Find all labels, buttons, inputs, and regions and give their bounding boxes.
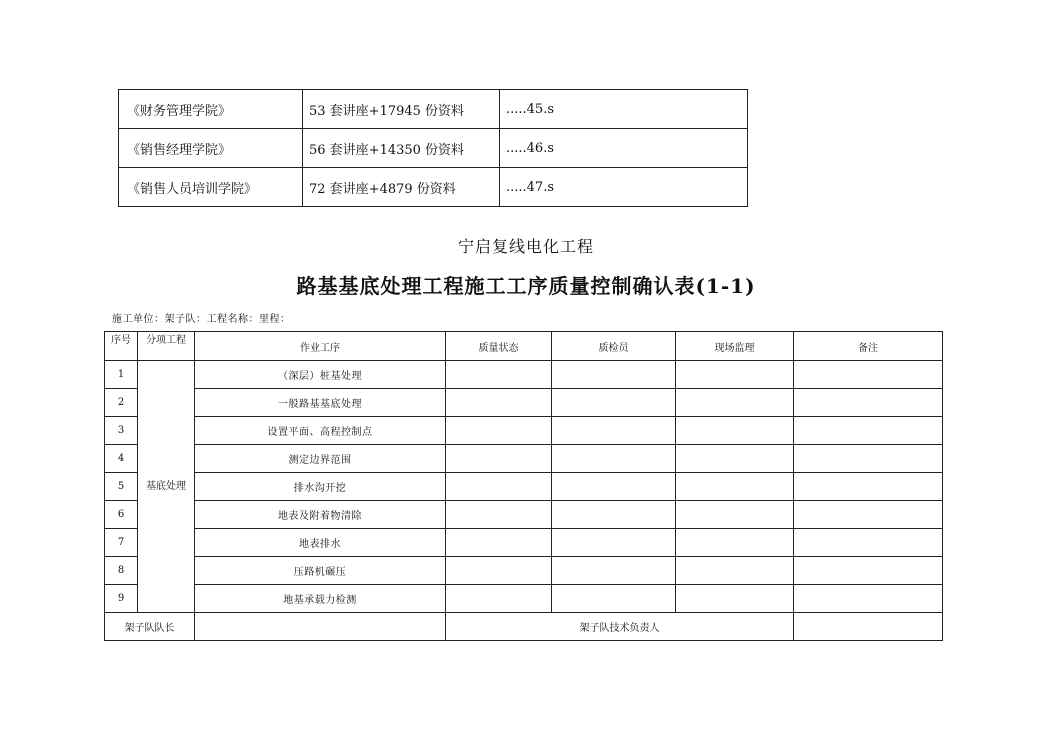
row-process: 设置平面、高程控制点: [195, 417, 446, 445]
cell-inspector[interactable]: [552, 501, 676, 529]
cell-remark[interactable]: [794, 361, 943, 389]
row-process: 地表及附着物清除: [195, 501, 446, 529]
header-supervisor: 现场监理: [676, 332, 794, 361]
cell-inspector[interactable]: [552, 417, 676, 445]
row-process: （深层）桩基处理: [195, 361, 446, 389]
row-seq: 2: [105, 389, 138, 417]
row-seq: 9: [105, 585, 138, 613]
form-title: 路基基底处理工程施工工序质量控制确认表(1-1): [296, 274, 756, 298]
cell-quality[interactable]: [446, 585, 552, 613]
table-row: [105, 473, 943, 501]
cell-supervisor[interactable]: [676, 473, 794, 501]
cell-supervisor[interactable]: [676, 417, 794, 445]
cell-inspector[interactable]: [552, 445, 676, 473]
toc-course-name: 《财务管理学院》: [119, 90, 303, 129]
header-inspector: 质检员: [552, 332, 676, 361]
cell-quality[interactable]: [446, 557, 552, 585]
toc-table: [118, 89, 748, 207]
toc-course-content: 72 套讲座+4879 份资料: [303, 168, 500, 207]
row-process: 地表排水: [195, 529, 446, 557]
cell-inspector[interactable]: [552, 389, 676, 417]
row-process: 排水沟开挖: [195, 473, 446, 501]
team-leader-signature[interactable]: [195, 613, 446, 641]
tech-lead-label: 架子队技术负责人: [446, 613, 794, 641]
category-cell: 基底处理: [138, 361, 195, 613]
row-process: 测定边界范围: [195, 445, 446, 473]
toc-course-name: 《销售经理学院》: [119, 129, 303, 168]
toc-row: [119, 168, 748, 207]
table-row: [105, 417, 943, 445]
cell-inspector[interactable]: [552, 529, 676, 557]
table-row: [105, 585, 943, 613]
toc-page-ref: .....46.s: [500, 129, 748, 168]
cell-quality[interactable]: [446, 361, 552, 389]
cell-inspector[interactable]: [552, 473, 676, 501]
cell-remark[interactable]: [794, 585, 943, 613]
row-seq: 7: [105, 529, 138, 557]
cell-supervisor[interactable]: [676, 501, 794, 529]
cell-inspector[interactable]: [552, 557, 676, 585]
cell-remark[interactable]: [794, 501, 943, 529]
cell-quality[interactable]: [446, 389, 552, 417]
team-leader-label: 架子队队长: [105, 613, 195, 641]
header-process: 作业工序: [195, 332, 446, 361]
header-remark: 备注: [794, 332, 943, 361]
toc-row: [119, 129, 748, 168]
tech-lead-signature[interactable]: [794, 613, 943, 641]
cell-quality[interactable]: [446, 473, 552, 501]
table-row: [105, 445, 943, 473]
cell-supervisor[interactable]: [676, 557, 794, 585]
row-seq: 5: [105, 473, 138, 501]
header-category: 分项工程: [138, 332, 195, 361]
cell-supervisor[interactable]: [676, 361, 794, 389]
cell-remark[interactable]: [794, 445, 943, 473]
cell-remark[interactable]: [794, 557, 943, 585]
header-quality: 质量状态: [446, 332, 552, 361]
cell-remark[interactable]: [794, 529, 943, 557]
header-seq: 序号: [105, 332, 138, 361]
row-process: 压路机碾压: [195, 557, 446, 585]
table-row: [105, 557, 943, 585]
toc-page-ref: .....47.s: [500, 168, 748, 207]
cell-supervisor[interactable]: [676, 389, 794, 417]
row-process: 地基承载力检测: [195, 585, 446, 613]
row-process: 一般路基基底处理: [195, 389, 446, 417]
table-row: [105, 361, 943, 389]
cell-quality[interactable]: [446, 445, 552, 473]
toc-row: [119, 90, 748, 129]
row-seq: 8: [105, 557, 138, 585]
cell-supervisor[interactable]: [676, 585, 794, 613]
cell-remark[interactable]: [794, 417, 943, 445]
table-footer-row: [105, 613, 943, 641]
row-seq: 6: [105, 501, 138, 529]
toc-course-content: 56 套讲座+14350 份资料: [303, 129, 500, 168]
cell-inspector[interactable]: [552, 585, 676, 613]
table-header-row: [105, 332, 943, 361]
cell-supervisor[interactable]: [676, 529, 794, 557]
toc-course-content: 53 套讲座+17945 份资料: [303, 90, 500, 129]
table-row: [105, 389, 943, 417]
row-seq: 3: [105, 417, 138, 445]
row-seq: 4: [105, 445, 138, 473]
project-subtitle: 宁启复线电化工程: [457, 237, 594, 256]
cell-inspector[interactable]: [552, 361, 676, 389]
cell-remark[interactable]: [794, 389, 943, 417]
cell-quality[interactable]: [446, 417, 552, 445]
toc-page-ref: .....45.s: [500, 90, 748, 129]
unit-info-line: 施工单位：架子队：工程名称：里程：: [112, 314, 291, 325]
table-row: [105, 529, 943, 557]
quality-control-table: [104, 331, 943, 641]
cell-quality[interactable]: [446, 529, 552, 557]
cell-remark[interactable]: [794, 473, 943, 501]
row-seq: 1: [105, 361, 138, 389]
toc-course-name: 《销售人员培训学院》: [119, 168, 303, 207]
cell-quality[interactable]: [446, 501, 552, 529]
cell-supervisor[interactable]: [676, 445, 794, 473]
table-row: [105, 501, 943, 529]
